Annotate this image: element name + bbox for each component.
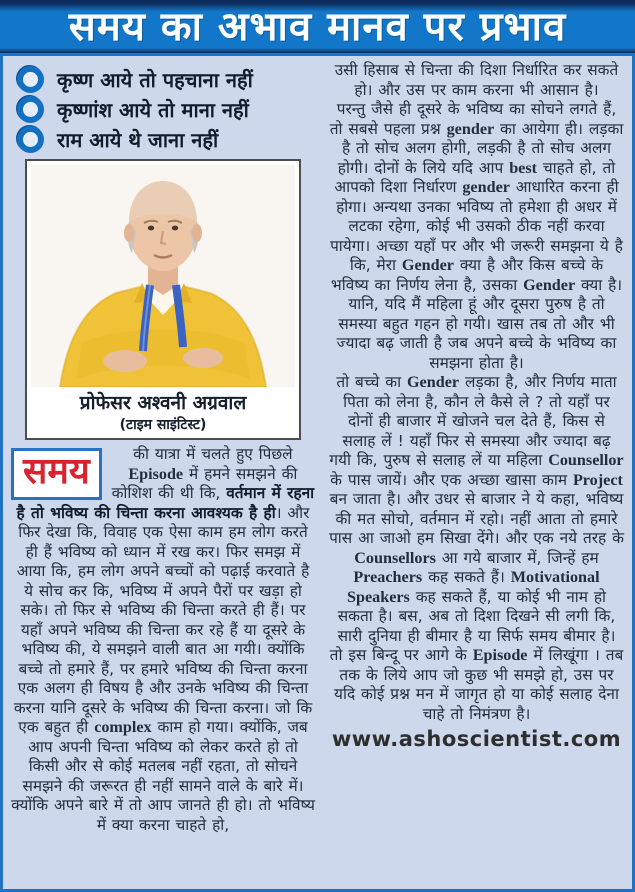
article-masthead <box>0 0 635 53</box>
paragraph-bold-text: वर्तमान में रहना है तो भविष्य की चिन्ता करना आवश्यक है ही <box>16 484 315 522</box>
highlight-item <box>17 124 315 154</box>
article-lead-section <box>11 445 315 835</box>
website-url: www.ashoscientist.com <box>331 727 622 751</box>
photo-caption: प्रोफेसर अश्वनी अग्रवाल <box>79 392 247 414</box>
latin-word: best <box>509 159 538 177</box>
highlight-item <box>17 94 315 124</box>
highlight-item <box>17 64 315 94</box>
latin-word: Gender <box>401 257 454 274</box>
author-photo <box>31 165 295 387</box>
article-paragraph: परन्तु जैसे ही दूसरे के भविष्य का सोचने लगते हैं, तो सबसे पहला प्रश्न gender का आयेगा ही। लड़का है तो सोच अलग होगी, लड़की है तो सोच अलग होगी। दोनों के लिये यदि आप best चाहते हो, तो आपको दिशा निर्धारण gender आधारित करना ही होगा। अन्यथा उनका भविष्य तो हमेशा ही अधर में लटका रहेगा, कोई भी उसको ठीक नहीं करवा पायेगा। अच्छा यहाँ पर और भी जरूरी समझना ये है कि, मेरा Gender क्या है और किस बच्चे के भविष्य का निर्णय लेना है, उसका Gender क्या है। यानि, यदि मैं महिला हूं और दूसरा पुरुष है तो समस्या बहुत गहन हो गयी। खास तब तो और भी ज्यादा बढ़ जाती है जब अपने बच्चे के भविष्य का समझना होता है। <box>329 100 624 372</box>
latin-word: Gender <box>406 374 460 391</box>
left-column <box>7 59 321 886</box>
highlight-text: कृष्ण आये तो पहचाना नहीं <box>57 67 253 92</box>
latin-word: Preachers <box>353 569 423 586</box>
ring-bullet-icon <box>17 126 44 153</box>
latin-word: Project <box>572 471 623 489</box>
latin-word: Counsellors <box>354 549 436 567</box>
ring-bullet-icon <box>17 66 44 93</box>
author-photo-box <box>25 159 301 440</box>
highlight-list <box>11 64 315 154</box>
latin-word: Episode <box>472 647 528 664</box>
article-body-frame <box>0 53 635 892</box>
author-portrait-illustration <box>31 165 295 387</box>
paragraph-text: की यात्रा में चलते हुए पिछले Episode में हमने समझने की कोशिश की थी कि, <box>111 445 298 502</box>
article-paragraph: उसी हिसाब से चिन्ता की दिशा निर्धारित कर सकते हो। और उस पर काम करना भी आसान है। <box>334 61 619 99</box>
latin-word: complex <box>94 719 152 736</box>
latin-word: Counsellor <box>548 452 624 469</box>
photo-captions <box>31 389 295 436</box>
highlight-text: कृष्णांश आये तो माना नहीं <box>57 97 249 122</box>
latin-word: gender <box>462 179 510 196</box>
ring-bullet-icon <box>17 96 44 123</box>
dropcap-samay: समय <box>11 448 102 500</box>
latin-word: gender <box>446 120 495 138</box>
latin-word: Episode <box>128 465 184 483</box>
photo-subcaption: (टाइम साइंटिस्ट) <box>119 417 207 433</box>
article-paragraph: तो इस बिन्दू पर आगे के Episode में लिखूंगा । तब तक के लिये आप जो कुछ भी समझे हो, उस पर यदि कोई प्रश्न मन में जागृत हो या कोई सलाह देना चाहे तो निमंत्रण है। <box>329 646 624 723</box>
right-column <box>321 59 628 886</box>
paragraph-text: । और फिर देखा कि, विवाह एक ऐसा काम हम लोग करते ही हैं भविष्य को ध्यान में रख कर। फिर समझ में आया कि, हम लोग अपने बच्चों को पढ़ाई करवाते है ये सोच कर कि, भविष्य में अपने पैरों पर खड़ा हो सके। तो फिर से भविष्य की चिन्ता करते ही हैं। पर यहाँ अपने भविष्य की चिन्ता कर रहे हैं या दूसरे के भविष्य की, ये समझने वाली बात आ गयी। क्योंकि बच्चे तो हमारे हैं, पर हमारे भविष्य की चिन्ता करना एक अलग ही विषय है और उनके भविष्य की चिन्ता करना यानि दूसरे के भविष्य की चिन्ता करना। जो कि एक बहुत ही complex काम हो गया। क्योंकि, जब आप अपनी चिन्ता भविष्य को लेकर करते हो तो किसी और से कोई मतलब नहीं रहता, तो सोचने समझने की जरूरत ही नहीं सामने वाले के बारे में। क्योंकि अपने बारे में तो आप जानते ही हो। तो भविष्य में क्या करना चाहते हो, <box>11 503 315 834</box>
latin-word: Gender <box>523 276 576 294</box>
highlight-text: राम आये थे जाना नहीं <box>57 127 219 152</box>
article-title: समय का अभाव मानव पर प्रभाव <box>68 3 567 50</box>
latin-word: Motivational Speakers <box>346 569 600 606</box>
article-paragraph <box>11 445 315 835</box>
article-paragraph: तो बच्चे का Gender लड़का है, और निर्णय माता पिता को लेना है, कौन ले कैसे ले ? तो यहाँ पर दोनों ही बाजार में खोजने चल देते हैं, किस से सलाह लें ! यहाँ फिर से समस्या और ज्यादा बढ़ गयी कि, पुरुष से सलाह लें या महिला Counsellor के पास जायें। और एक अच्छा खासा काम Project बन जाता है। और उधर से बाजार ने ये कहा, भविष्य की मत सोचो, वर्तमान में रहो। नहीं आता तो हमारे पास आ जाओ हम सिखा देंगे। और एक नये तरह के Counsellors आ गये बाजार में, जिन्हें हम Preachers कह सकते हैं। Motivational Speakers कह सकते हैं, या कोई भी नाम हो सकता है। बस, अब तो दिशा दिखने सी लगी कि, सारी दुनिया ही बीमार है या सिर्फ समय बीमार है। <box>329 373 624 645</box>
